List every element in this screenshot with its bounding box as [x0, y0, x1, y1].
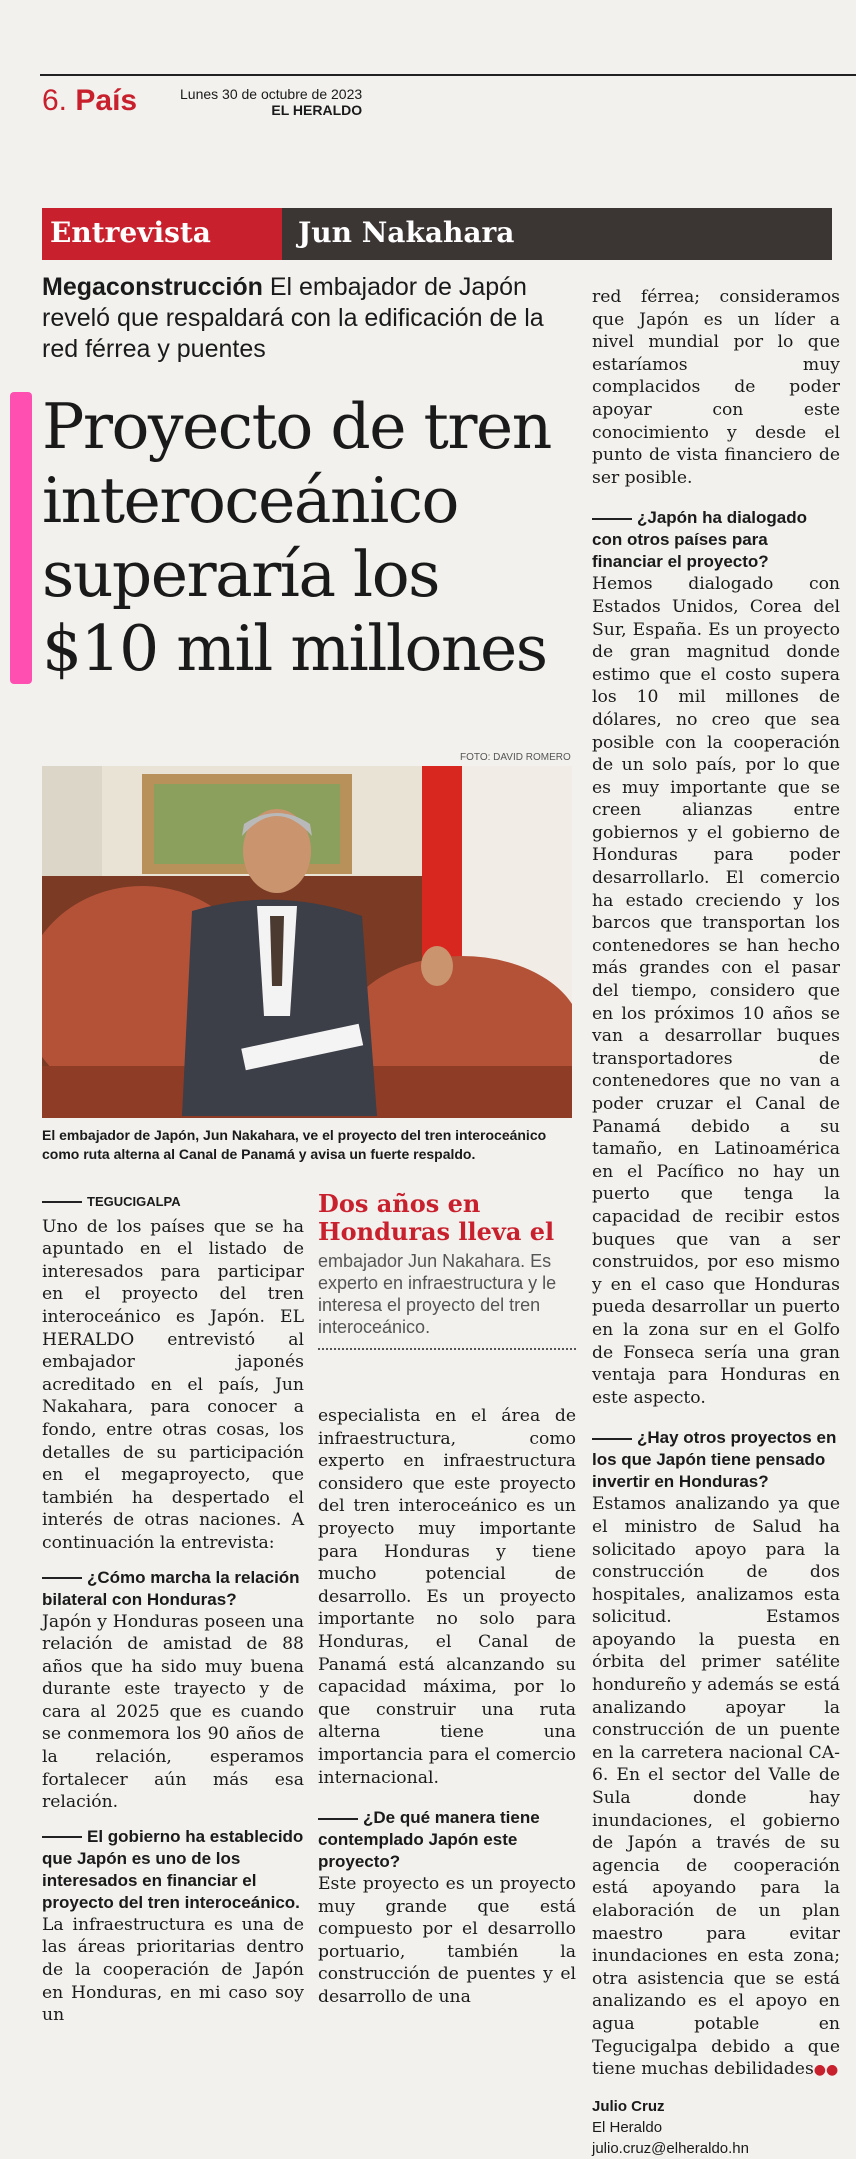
question: ¿De qué manera tiene contemplado Japón este proyecto? — [318, 1808, 540, 1872]
kicker-text: El embajador de Japón reveló que respaldará con la edificación de la red férrea y puentes — [42, 273, 544, 363]
answer: La infraestructura es una de las áreas prioritarias dentro de la cooperación de Japón en Honduras, en mi caso soy un — [42, 1914, 304, 2026]
byline — [592, 2096, 840, 2159]
highlighter-mark — [10, 392, 32, 684]
headline-line: $10 mil millones — [42, 612, 547, 685]
article-column-1 — [42, 1190, 304, 2039]
dash-rule — [42, 1201, 82, 1203]
section-name: País — [75, 84, 138, 117]
photo-credit: FOTO: DAVID ROMERO — [460, 752, 571, 763]
pull-quote-title: Dos años en Honduras lleva el — [318, 1189, 555, 1246]
author-name: Julio Cruz — [592, 2097, 665, 2115]
banner-subject-name: Jun Nakahara — [298, 216, 515, 249]
answer: Este proyecto es un proyecto muy grande que está compuesto por el desarrollo portuario, también la construcción de puentes y el desarrollo de una — [318, 1874, 576, 2008]
header-dateline — [180, 86, 362, 118]
article-intro: Uno de los países que se ha apuntado en el listado de interesados para participar en el proyecto del tren interoceánico es Japón. EL HERALDO entrevistó al embajador japonés acreditado en el país, Jun Nakahara, para conocer a fondo, entre otras cosas, los detalles de su participación en el megaproyecto, que también ha despertado el interés de otras naciones. A continuación la entrevista: — [42, 1216, 304, 1553]
banner-section — [42, 208, 282, 260]
answer: Japón y Honduras poseen una relación de amistad de 88 años que ha sido muy buena durante este trayecto y de cara al 2025 que es cuando se conmemora los 90 años de la relación, esperamos fortalecer aún más esa relación. — [42, 1611, 304, 1813]
answer: Hemos dialogado con Estados Unidos, Corea del Sur, España. Es un proyecto de gran magnitud donde estimo que el costo supera los 10 mil millones de dólares, no creo que sea posible con la cooperación de un solo país, por lo que es muy importante que se creen alianzas entre gobiernos y el gobierno de Honduras para poder desarrollarlo. El comercio ha estado creciendo y los barcos que transportan los contenedores se han hecho más grandes con el pasar del tiempo, considero que en los próximos 10 años se van a desarrollar buques transportadores de contenedores que no van a poder cruzar el Canal de Panamá debido a su tamaño, en Latinoamérica en el Pacífico no hay un puerto que tenga la capacidad de recibir estos buques que van a ser construidos, por eso mismo y en el caso que Honduras pueda desarrollar un puerto en la zona sur en el Golfo de Fonseca sería una gran ventaja para Honduras en este aspecto. — [592, 574, 840, 1408]
pull-quote — [318, 1190, 576, 1350]
kicker — [42, 272, 570, 365]
answer: especialista en el área de infraestructura, como experto en infraestructura considero que este proyecto del tren interoceánico es un proyecto muy importante para Honduras y tiene mucho potencial de desarrollo. Es un proyecto importante no solo para Honduras, el Canal de Panamá está alcanzando su capacidad máxima, por lo que construir una ruta alterna tiene una importancia para el comercio internacional. — [318, 1406, 576, 1788]
headline-line: interoceánico — [42, 464, 458, 537]
answer: red férrea; consideramos que Japón es un líder a nivel mundial por lo que estaríamos muy complacidos de poder apoyar con este conocimiento y desde el punto de vista financiero de ser posible. — [592, 287, 840, 488]
header-rule — [40, 74, 856, 76]
answer: Estamos analizando ya que el ministro de Salud ha solicitado apoyo para la construcción de dos hospitales, analizamos esta solicitud. Estamos apoyando la puesta en órbita del primer satélite hondureño y además se está analizando apoyar la construcción de un puente en la carretera nacional CA-6. En el sector del Valle de Sula donde hay inundaciones, el gobierno de Japón a través de su agencia de cooperación está apoyando para la elaboración de un plan maestro para evitar inundaciones en esta zona; otra asistencia que se está analizando es el apoyo en agua potable en Tegucigalpa debido a que tiene muchas debilidades●● — [592, 1494, 840, 2080]
headline — [42, 390, 582, 686]
banner-subject — [282, 208, 832, 260]
question: ¿Cómo marcha la relación bilateral con Honduras? — [42, 1567, 300, 1609]
issue-date: Lunes 30 de octubre de 2023 — [180, 86, 363, 102]
kicker-label: Megaconstrucción — [42, 273, 263, 301]
author-outlet: El Heraldo — [592, 2118, 663, 2136]
ambassador-photo — [42, 766, 572, 1118]
question: El gobierno ha establecido que Japón es uno de los interesados en financiar el proyecto del tren interoceánico. — [42, 1826, 304, 1912]
publication-name: EL HERALDO — [271, 102, 363, 118]
headline-line: superaría los — [42, 538, 439, 611]
end-mark: ●● — [813, 2062, 839, 2079]
banner-label: Entrevista — [50, 216, 211, 249]
pull-quote-text: embajador Jun Nakahara. Es experto en infraestructura y le interesa el proyecto del tren interoceánico. — [318, 1251, 557, 1337]
article-dateline: TEGUCIGALPA — [87, 1194, 181, 1209]
page-number: 6. País — [42, 84, 138, 117]
pull-quote-rule — [318, 1348, 576, 1350]
question: ¿Hay otros proyectos en los que Japón tiene pensado invertir en Honduras? — [592, 1428, 837, 1492]
headline-line: Proyecto de tren — [42, 390, 551, 463]
author-email: julio.cruz@elheraldo.hn — [592, 2139, 749, 2157]
question: ¿Japón ha dialogado con otros países para financiar el proyecto? — [592, 508, 808, 572]
article-column-3 — [592, 286, 840, 2159]
article-column-2 — [318, 1405, 576, 2021]
photo-caption: El embajador de Japón, Jun Nakahara, ve el proyecto del tren interoceánico como ruta alterna al Canal de Panamá y avisa un fuerte respaldo. — [42, 1127, 547, 1162]
